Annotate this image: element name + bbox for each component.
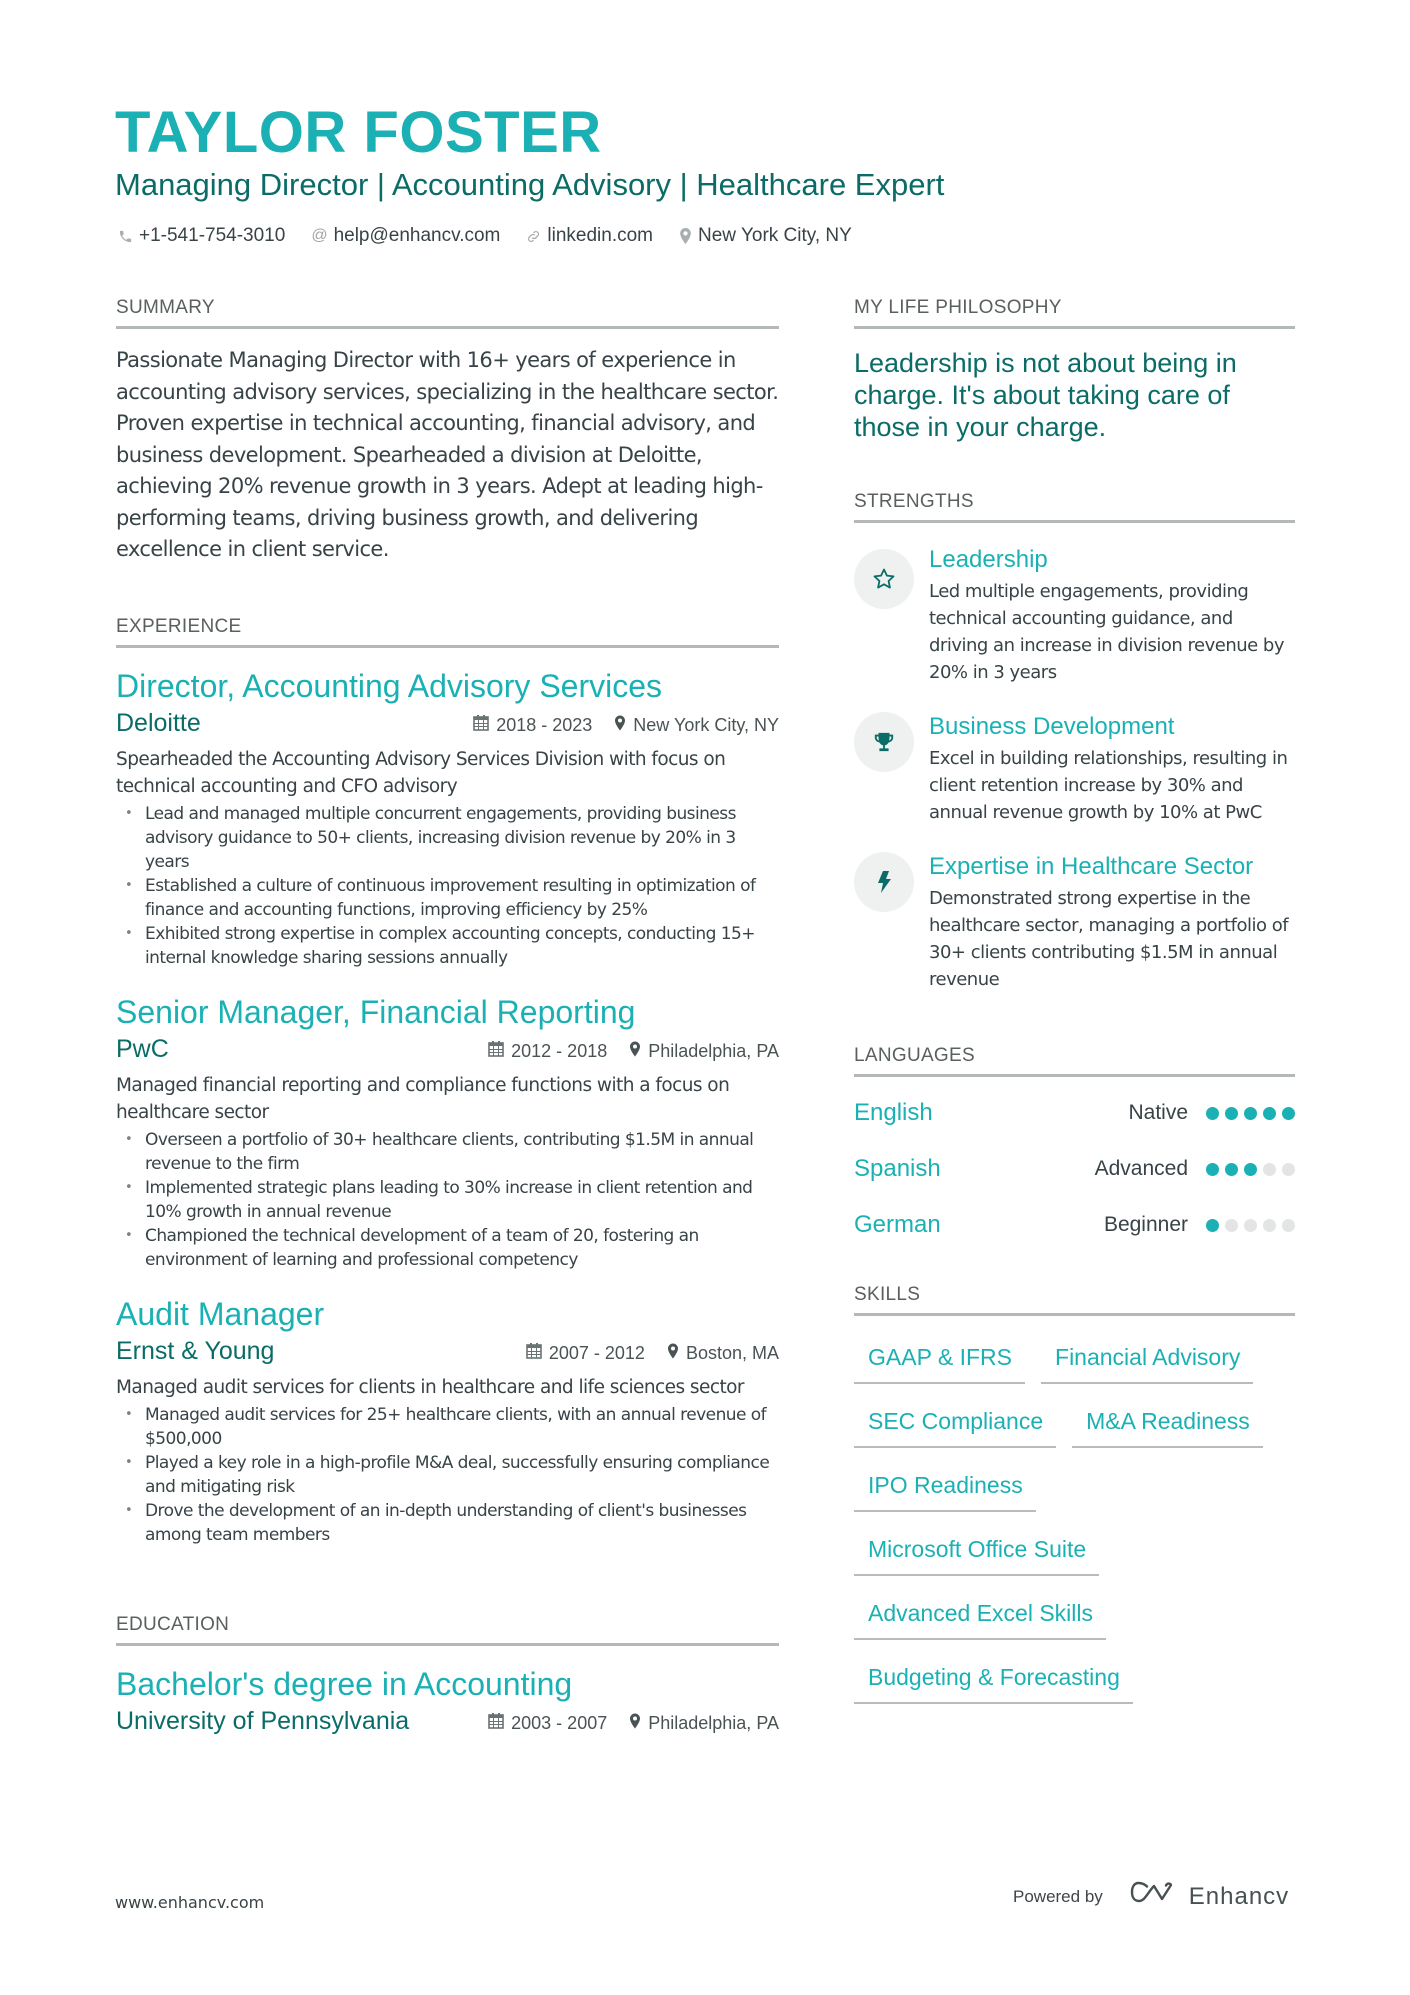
candidate-name: TAYLOR FOSTER <box>115 100 602 165</box>
location-pin-icon <box>629 1041 641 1062</box>
skill-tag: M&A Readiness <box>1072 1402 1263 1448</box>
job-entry <box>116 1294 779 1547</box>
skill-tag: Microsoft Office Suite <box>854 1530 1099 1576</box>
language-name: German <box>854 1211 941 1238</box>
enhancv-logo-icon <box>1129 1880 1177 1913</box>
school-name: University of Pennsylvania <box>116 1707 410 1735</box>
job-description: Spearheaded the Accounting Advisory Services Division with focus on technical accounting and CFO advisory <box>116 749 726 797</box>
calendar-icon <box>488 1712 504 1734</box>
philosophy-section <box>854 296 1295 443</box>
bullet-item: • Championed the technical development of a team of 20, fostering an environment of learning and professional competency <box>116 1224 779 1272</box>
skill-tag: Financial Advisory <box>1041 1338 1253 1384</box>
skill-tag: Advanced Excel Skills <box>854 1594 1106 1640</box>
phone-icon <box>118 229 133 244</box>
company-name: PwC <box>116 1035 169 1063</box>
contact-linkedin[interactable]: linkedin.com <box>526 222 653 250</box>
enhancv-logo[interactable] <box>1129 1880 1289 1913</box>
skill-tag: SEC Compliance <box>854 1402 1056 1448</box>
language-level: Native <box>1128 1101 1188 1124</box>
trophy-icon <box>854 712 914 772</box>
job-dates: 2007 - 2012 <box>548 1342 645 1363</box>
strength-item <box>854 852 1295 993</box>
strengths-heading: STRENGTHS <box>854 490 1295 523</box>
powered-by-label: Powered by <box>1013 1886 1103 1906</box>
job-title: Senior Manager, Financial Reporting <box>116 994 636 1030</box>
candidate-title: Managing Director | Accounting Advisory | Healthcare Expert <box>115 167 945 202</box>
job-title: Director, Accounting Advisory Services <box>116 668 663 704</box>
contact-phone: +1-541-754-3010 <box>118 222 285 250</box>
bullet-item: • Exhibited strong expertise in complex accounting concepts, conducting 15+ internal knowledge sharing sessions annually <box>116 922 779 970</box>
bullet-item: • Overseen a portfolio of 30+ healthcare clients, contributing $1.5M in annual revenue to the firm <box>116 1128 779 1176</box>
bullet-item: • Managed audit services for 25+ healthcare clients, with an annual revenue of $500,000 <box>116 1403 779 1451</box>
job-entry <box>116 666 779 970</box>
calendar-icon <box>526 1342 542 1364</box>
job-dates: 2012 - 2018 <box>511 1040 608 1061</box>
contact-email[interactable]: @ help@enhancv.com <box>311 222 500 250</box>
experience-heading: EXPERIENCE <box>116 615 779 648</box>
footer-website[interactable]: www.enhancv.com <box>115 1893 265 1912</box>
education-section <box>116 1613 779 1738</box>
strength-title: Business Development <box>929 713 1175 740</box>
job-description: Managed financial reporting and compliance functions with a focus on healthcare sector <box>116 1075 730 1123</box>
proficiency-dots <box>1206 1107 1295 1120</box>
bullet-item: • Drove the development of an in-depth understanding of client's businesses among team members <box>116 1499 779 1547</box>
education-location: Philadelphia, PA <box>648 1712 779 1733</box>
skills-list <box>854 1338 1295 1704</box>
job-description: Managed audit services for clients in healthcare and life sciences sector <box>116 1377 744 1398</box>
bullet-item: • Implemented strategic plans leading to 30% increase in client retention and 10% growth in annual revenue <box>116 1176 779 1224</box>
strength-item <box>854 545 1295 686</box>
enhancv-logo-text: Enhancv <box>1188 1882 1290 1910</box>
strength-description: Led multiple engagements, providing technical accounting guidance, and driving an increase in division revenue by 20% in 3 years <box>929 581 1285 683</box>
degree-title: Bachelor's degree in Accounting <box>116 1666 573 1702</box>
language-level: Beginner <box>1103 1213 1188 1236</box>
job-location: Boston, MA <box>685 1342 779 1363</box>
strength-title: Expertise in Healthcare Sector <box>929 853 1254 880</box>
language-level: Advanced <box>1094 1157 1188 1180</box>
calendar-icon <box>488 1040 504 1062</box>
strength-title: Leadership <box>929 546 1048 573</box>
language-item <box>854 1197 1295 1253</box>
summary-text: Passionate Managing Director with 16+ years of experience in accounting advisory services, specializing in the healthcare sector. Proven expertise in technical accounting, financial advisory, and business development. Spearheaded a division at Deloitte, achieving 20% revenue growth in 3 years. Adept at leading high-performing teams, driving business growth, and delivering excellence in client service. <box>116 348 779 561</box>
job-bullets <box>116 1403 779 1547</box>
job-entry <box>116 992 779 1272</box>
strength-item <box>854 712 1295 826</box>
job-dates: 2018 - 2023 <box>496 714 593 735</box>
contact-info <box>118 222 852 250</box>
company-name: Deloitte <box>116 709 201 737</box>
bullet-item: • Established a culture of continuous improvement resulting in optimization of finance and accounting functions, improving efficiency by 25% <box>116 874 779 922</box>
star-icon <box>854 549 914 609</box>
skill-tag: IPO Readiness <box>854 1466 1036 1512</box>
contact-location: New York City, NY <box>679 222 852 250</box>
strength-description: Excel in building relationships, resulting in client retention increase by 30% and annual revenue growth by 10% at PwC <box>929 748 1288 823</box>
job-title: Audit Manager <box>116 1296 325 1332</box>
job-location: New York City, NY <box>633 714 779 735</box>
summary-section <box>116 296 779 566</box>
languages-heading: LANGUAGES <box>854 1044 1295 1077</box>
lightning-icon <box>854 852 914 912</box>
language-item <box>854 1141 1295 1197</box>
philosophy-heading: MY LIFE PHILOSOPHY <box>854 296 1295 329</box>
job-location: Philadelphia, PA <box>648 1040 779 1061</box>
proficiency-dots <box>1206 1219 1295 1232</box>
company-name: Ernst & Young <box>116 1337 275 1365</box>
calendar-icon <box>473 714 489 736</box>
link-icon <box>526 229 541 244</box>
job-bullets <box>116 1128 779 1272</box>
location-pin-icon <box>679 228 692 244</box>
skills-section <box>854 1283 1295 1704</box>
language-name: Spanish <box>854 1155 941 1182</box>
skills-heading: SKILLS <box>854 1283 1295 1316</box>
strengths-section <box>854 490 1295 993</box>
language-name: English <box>854 1099 933 1126</box>
bullet-item: • Lead and managed multiple concurrent engagements, providing business advisory guidance to 50+ clients, increasing division revenue by 20% in 3 years <box>116 802 779 874</box>
education-heading: EDUCATION <box>116 1613 779 1646</box>
location-pin-icon <box>614 715 626 736</box>
at-icon: @ <box>311 227 328 244</box>
strength-description: Demonstrated strong expertise in the healthcare sector, managing a portfolio of 30+ clients contributing $1.5M in annual revenue <box>929 888 1289 990</box>
skill-tag: GAAP & IFRS <box>854 1338 1025 1384</box>
education-dates: 2003 - 2007 <box>511 1712 608 1733</box>
job-bullets <box>116 802 779 970</box>
language-item <box>854 1085 1295 1141</box>
philosophy-quote: Leadership is not about being in charge. It's about taking care of those in your charge. <box>854 348 1237 442</box>
location-pin-icon <box>667 1343 679 1364</box>
bullet-item: • Played a key role in a high-profile M&A deal, successfully ensuring compliance and mitigating risk <box>116 1451 779 1499</box>
proficiency-dots <box>1206 1163 1295 1176</box>
footer-branding <box>1013 1880 1289 1913</box>
skill-tag: Budgeting & Forecasting <box>854 1658 1133 1704</box>
education-entry <box>116 1664 779 1738</box>
location-pin-icon <box>629 1713 641 1734</box>
experience-section <box>116 615 779 1547</box>
summary-heading: SUMMARY <box>116 296 779 329</box>
languages-section <box>854 1044 1295 1253</box>
